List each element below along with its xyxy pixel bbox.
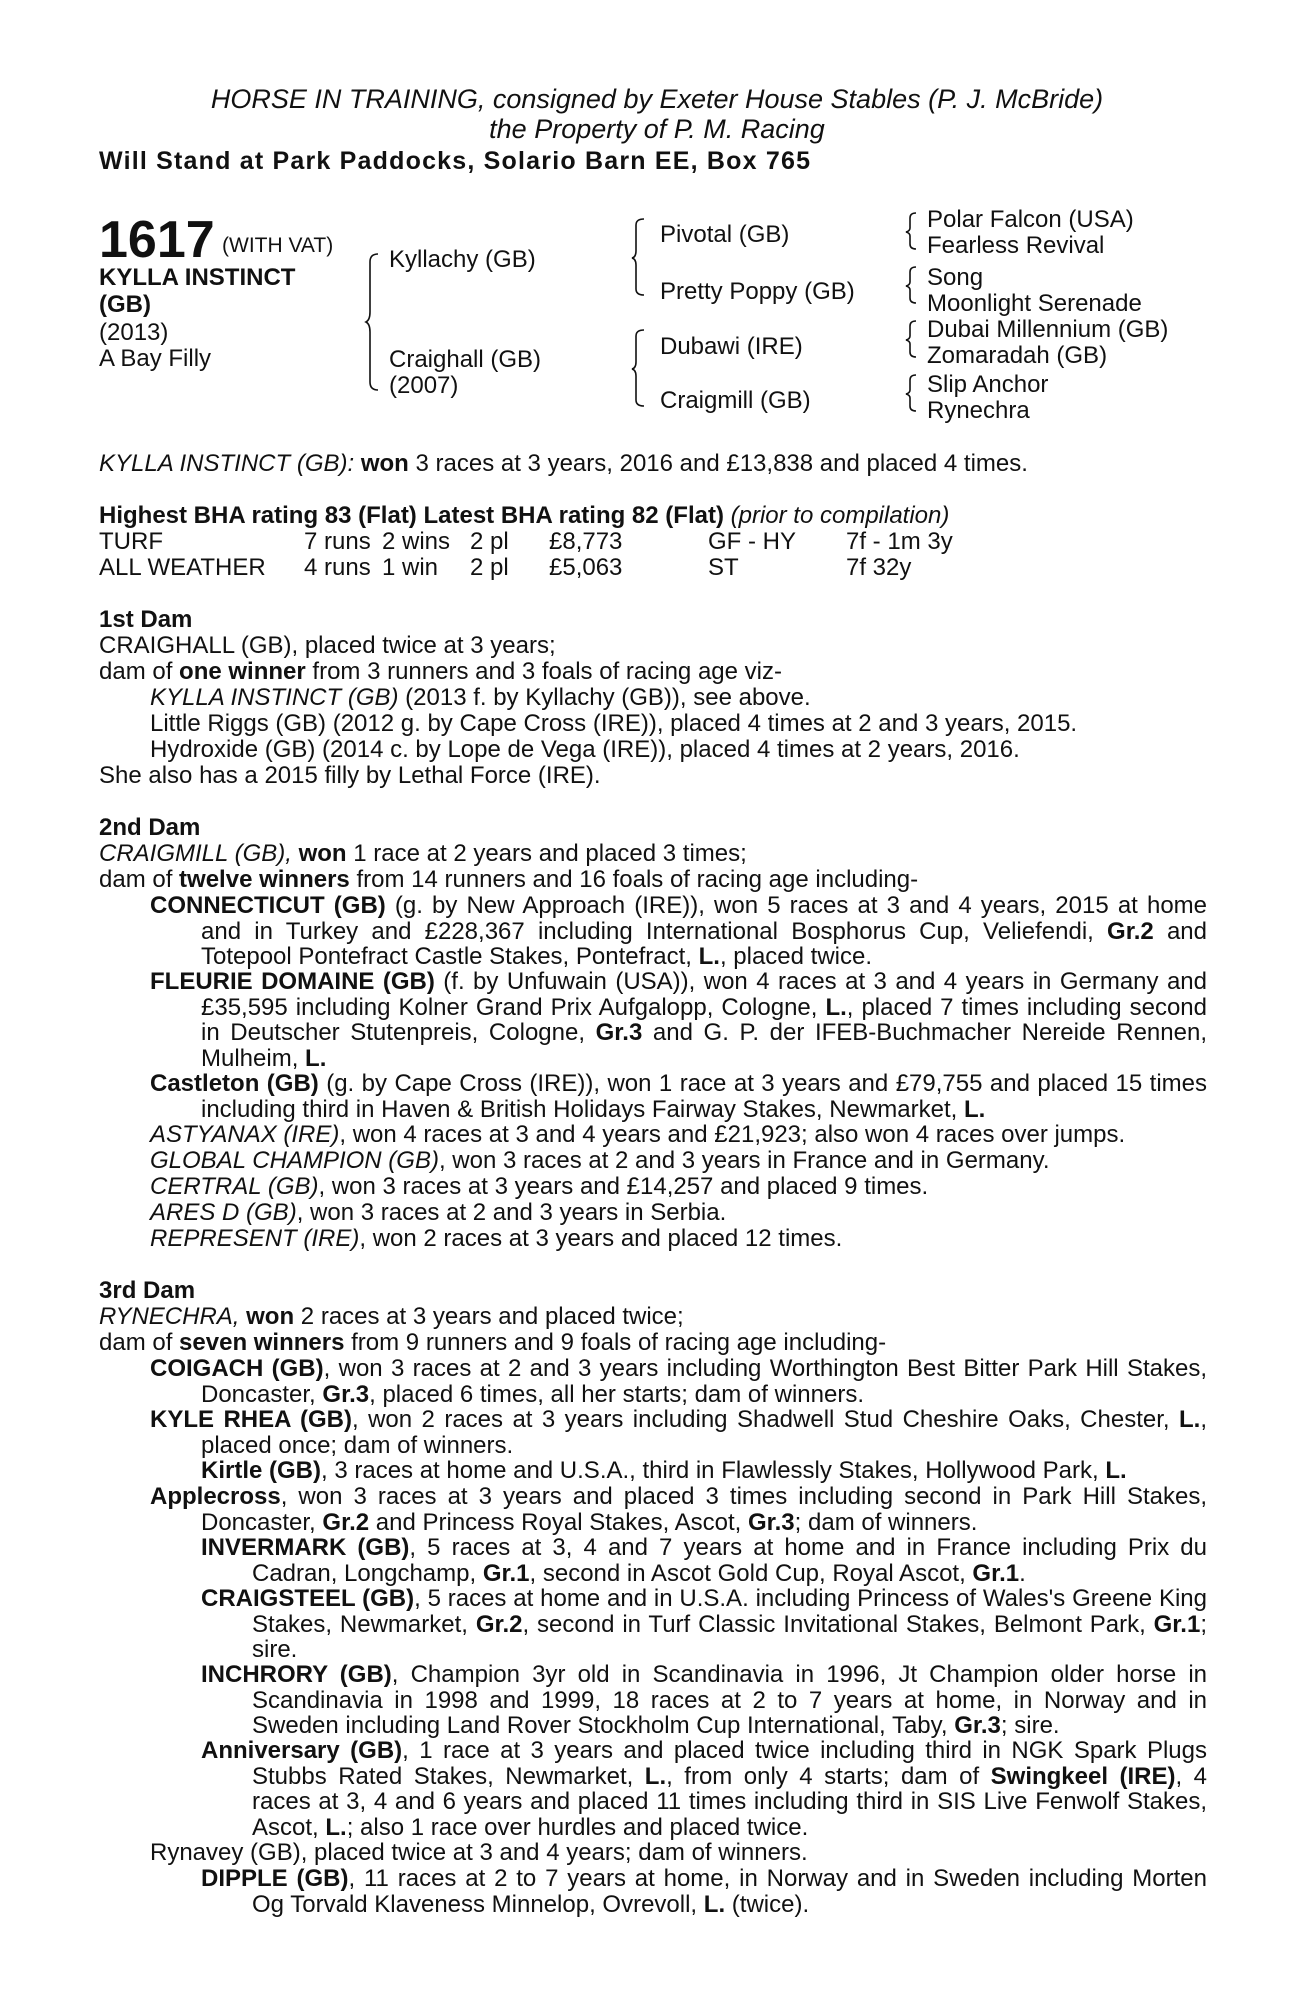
first-dam-heading: 1st Dam (99, 606, 193, 633)
entry-kyle-rhea: KYLE RHEA (GB), won 2 races at 3 years including Shadwell Stud Cheshire Oaks, Chester, L., placed once; dam of winners. (150, 1406, 1207, 1459)
first-dam-foal-3: Hydroxide (GB) (2014 c. by Lope de Vega (IRE)), placed 4 times at 2 years, 2016. (150, 736, 1020, 763)
vat-label: (WITH VAT) (222, 234, 334, 257)
bha-rating-title: Highest BHA rating 83 (Flat) Latest BHA rating 82 (Flat) (99, 502, 724, 529)
pedigree-bracket-ds (906, 319, 918, 359)
form-cell-distance: 7f - 1m 3y (846, 528, 953, 555)
entry-represent: REPRESENT (IRE), won 2 races at 3 years and placed 12 times. (150, 1225, 843, 1252)
second-dam-heading: 2nd Dam (99, 814, 201, 841)
form-cell-going: ST (708, 554, 739, 581)
entry-craigsteel: CRAIGSTEEL (GB), 5 races at home and in U.S.A. including Princess of Wales's Greene King Stakes, Newmarket, Gr.2, second in Turf Classic Invitational Stakes, Belmont Park, Gr.1; sire. (201, 1585, 1207, 1663)
entry-dipple: DIPPLE (GB), 11 races at 2 to 7 years at home, in Norway and in Sweden including Morten Og Torvald Klaveness Minnelop, Ovrevoll, L. (twice). (201, 1865, 1207, 1918)
lot-number-value: 1617 (99, 211, 215, 269)
pedigree-bracket-sire-dam (366, 252, 380, 392)
winner-count: twelve winners (179, 866, 350, 893)
stand-location: Will Stand at Park Paddocks, Solario Barn EE, Box 765 (99, 147, 812, 175)
form-cell-runs: 7 runs (304, 528, 371, 555)
winner-count: seven winners (179, 1329, 345, 1356)
form-cell-distance: 7f 32y (846, 554, 912, 581)
pedigree-dss: Dubai Millennium (GB) (927, 316, 1169, 343)
entry-applecross: Applecross, won 3 races at 3 years and placed 3 times including second in Park Hill Stakes, Doncaster, Gr.2 and Princess Royal Stakes, Ascot, Gr.3; dam of winners. (150, 1483, 1207, 1536)
second-dam-line: CRAIGMILL (GB), won 1 race at 2 years and placed 3 times; (99, 840, 747, 867)
pedigree-bracket-sd (906, 265, 918, 305)
entry-global-champion: GLOBAL CHAMPION (GB), won 3 races at 2 and 3 years in France and in Germany. (150, 1147, 1050, 1174)
winner-count: one winner (179, 658, 306, 685)
lot-number (99, 212, 215, 268)
pedigree-dam: Craighall (GB) (389, 346, 542, 373)
form-cell-wins: 2 wins (382, 528, 451, 555)
entry-connecticut: CONNECTICUT (GB) (g. by New Approach (IRE)), won 5 races at 3 and 4 years, 2015 at home and in Turkey and £228,367 including International Bosphorus Cup, Veliefendi, Gr.2 and Totepool Pontefract Castle Stakes, Pontefract, L., placed twice. (150, 892, 1208, 970)
pedigree-dam-dam: Craigmill (GB) (660, 387, 811, 414)
form-cell-wins: 1 win (382, 554, 439, 581)
entry-certral: CERTRAL (GB), won 3 races at 3 years and £14,257 and placed 9 times. (150, 1173, 929, 1200)
form-cell-prize: £8,773 (549, 528, 623, 555)
foaling-year: (2013) (99, 319, 169, 346)
pedigree-dam-year: (2007) (389, 372, 459, 399)
pedigree-sds: Song (927, 264, 984, 291)
pedigree-dsd: Zomaradah (GB) (927, 342, 1108, 369)
entry-rynavey: Rynavey (GB), placed twice at 3 and 4 years; dam of winners. (150, 1839, 808, 1866)
pedigree-sire-dam: Pretty Poppy (GB) (660, 278, 855, 305)
form-cell-going: GF - HY (708, 528, 796, 555)
consignor-line: HORSE IN TRAINING, consigned by Exeter House Stables (P. J. McBride) (210, 84, 1104, 114)
form-cell-placed: 2 pl (470, 554, 509, 581)
pedigree-sss: Polar Falcon (USA) (927, 206, 1134, 233)
bha-rating-note: (prior to compilation) (730, 502, 950, 529)
horse-suffix: (GB) (99, 291, 151, 318)
pedigree-bracket-ss (906, 211, 918, 251)
first-dam-produce: dam of one winner from 3 runners and 3 foals of racing age viz- (99, 658, 782, 685)
pedigree-sire-sire: Pivotal (GB) (660, 221, 790, 248)
form-cell-surface: TURF (99, 528, 163, 555)
first-dam-foal-2: Little Riggs (GB) (2012 g. by Cape Cross (IRE)), placed 4 times at 2 and 3 years, 2015. (150, 710, 1078, 737)
first-dam-note: She also has a 2015 filly by Lethal Force (IRE). (99, 762, 601, 789)
form-cell-placed: 2 pl (470, 528, 509, 555)
entry-anniversary: Anniversary (GB), 1 race at 3 years and placed twice including third in NGK Spark Plugs Stubbs Rated Stakes, Newmarket, L., from only 4 starts; dam of Swingkeel (IRE), 4 races at 3, 4 and 6 years and placed 11 times including third in SIS Live Fenwolf Stakes, Ascot, L.; also 1 race over hurdles and placed twice. (201, 1737, 1208, 1841)
entry-ares-d: ARES D (GB), won 3 races at 2 and 3 years in Serbia. (150, 1199, 727, 1226)
owner-line: the Property of P. M. Racing (489, 114, 825, 144)
summary-won: won (360, 450, 409, 477)
pedigree-dds: Slip Anchor (927, 371, 1049, 398)
entry-fleurie-domaine: FLEURIE DOMAINE (GB) (f. by Unfuwain (USA)), won 4 races at 3 and 4 years in Germany and £35,595 including Kolner Grand Prix Aufgalopp, Cologne, L., placed 7 times including second in Deutscher Stutenpreis, Cologne, Gr.3 and G. P. der IFEB-Buchmacher Nereide Rennen, Mulheim, L. (150, 968, 1207, 1072)
form-cell-runs: 4 runs (304, 554, 371, 581)
bha-rating (99, 503, 949, 529)
pedigree-bracket-dam (632, 328, 646, 408)
entry-astyanax: ASTYANAX (IRE), won 4 races at 3 and 4 years and £21,923; also won 4 races over jumps. (150, 1121, 1126, 1148)
third-dam-line: RYNECHRA, won 2 races at 3 years and placed twice; (99, 1303, 684, 1330)
first-dam-line: CRAIGHALL (GB), placed twice at 3 years; (99, 632, 556, 659)
summary-text: 3 races at 3 years, 2016 and £13,838 and placed 4 times. (408, 450, 1028, 477)
pedigree-sire: Kyllachy (GB) (389, 246, 536, 273)
pedigree-dam-sire: Dubawi (IRE) (660, 333, 803, 360)
first-dam-foal-1: KYLLA INSTINCT (GB) (2013 f. by Kyllachy (GB)), see above. (150, 684, 811, 711)
horse-description: A Bay Filly (99, 345, 212, 372)
pedigree-sdd: Moonlight Serenade (927, 290, 1142, 317)
summary-horse-name: KYLLA INSTINCT (GB) (99, 450, 348, 477)
entry-invermark: INVERMARK (GB), 5 races at 3, 4 and 7 years at home and in France including Prix du Cadran, Longchamp, Gr.1, second in Ascot Gold Cup, Royal Ascot, Gr.1. (201, 1534, 1207, 1587)
horse-name: KYLLA INSTINCT (99, 264, 296, 291)
third-dam-heading: 3rd Dam (99, 1277, 196, 1304)
entry-kirtle: Kirtle (GB), 3 races at home and U.S.A., third in Flawlessly Stakes, Hollywood Park, L. (201, 1457, 1127, 1484)
pedigree-bracket-sire (632, 217, 646, 297)
entry-castleton: Castleton (GB) (g. by Cape Cross (IRE)), won 1 race at 3 years and £79,755 and placed 15 times including third in Haven & British Holidays Fairway Stakes, Newmarket, L. (150, 1070, 1208, 1123)
pedigree-ssd: Fearless Revival (927, 232, 1105, 259)
third-dam-produce: dam of seven winners from 9 runners and 9 foals of racing age including- (99, 1329, 887, 1356)
form-cell-surface: ALL WEATHER (99, 554, 266, 581)
race-summary: KYLLA INSTINCT (GB): won 3 races at 3 years, 2016 and £13,838 and placed 4 times. (99, 450, 1028, 477)
pedigree-bracket-dd (906, 373, 918, 413)
pedigree-ddd: Rynechra (927, 397, 1030, 424)
form-cell-prize: £5,063 (549, 554, 623, 581)
second-dam-produce: dam of twelve winners from 14 runners and 16 foals of racing age including- (99, 866, 919, 893)
entry-coigach: COIGACH (GB), won 3 races at 2 and 3 years including Worthington Best Bitter Park Hill Stakes, Doncaster, Gr.3, placed 6 times, all her starts; dam of winners. (150, 1355, 1207, 1408)
entry-inchrory: INCHRORY (GB), Champion 3yr old in Scandinavia in 1996, Jt Champion older horse in Scandinavia in 1998 and 1999, 18 races at 2 to 7 years at home, in Norway and in Sweden including Land Rover Stockholm Cup International, Taby, Gr.3; sire. (201, 1661, 1207, 1739)
